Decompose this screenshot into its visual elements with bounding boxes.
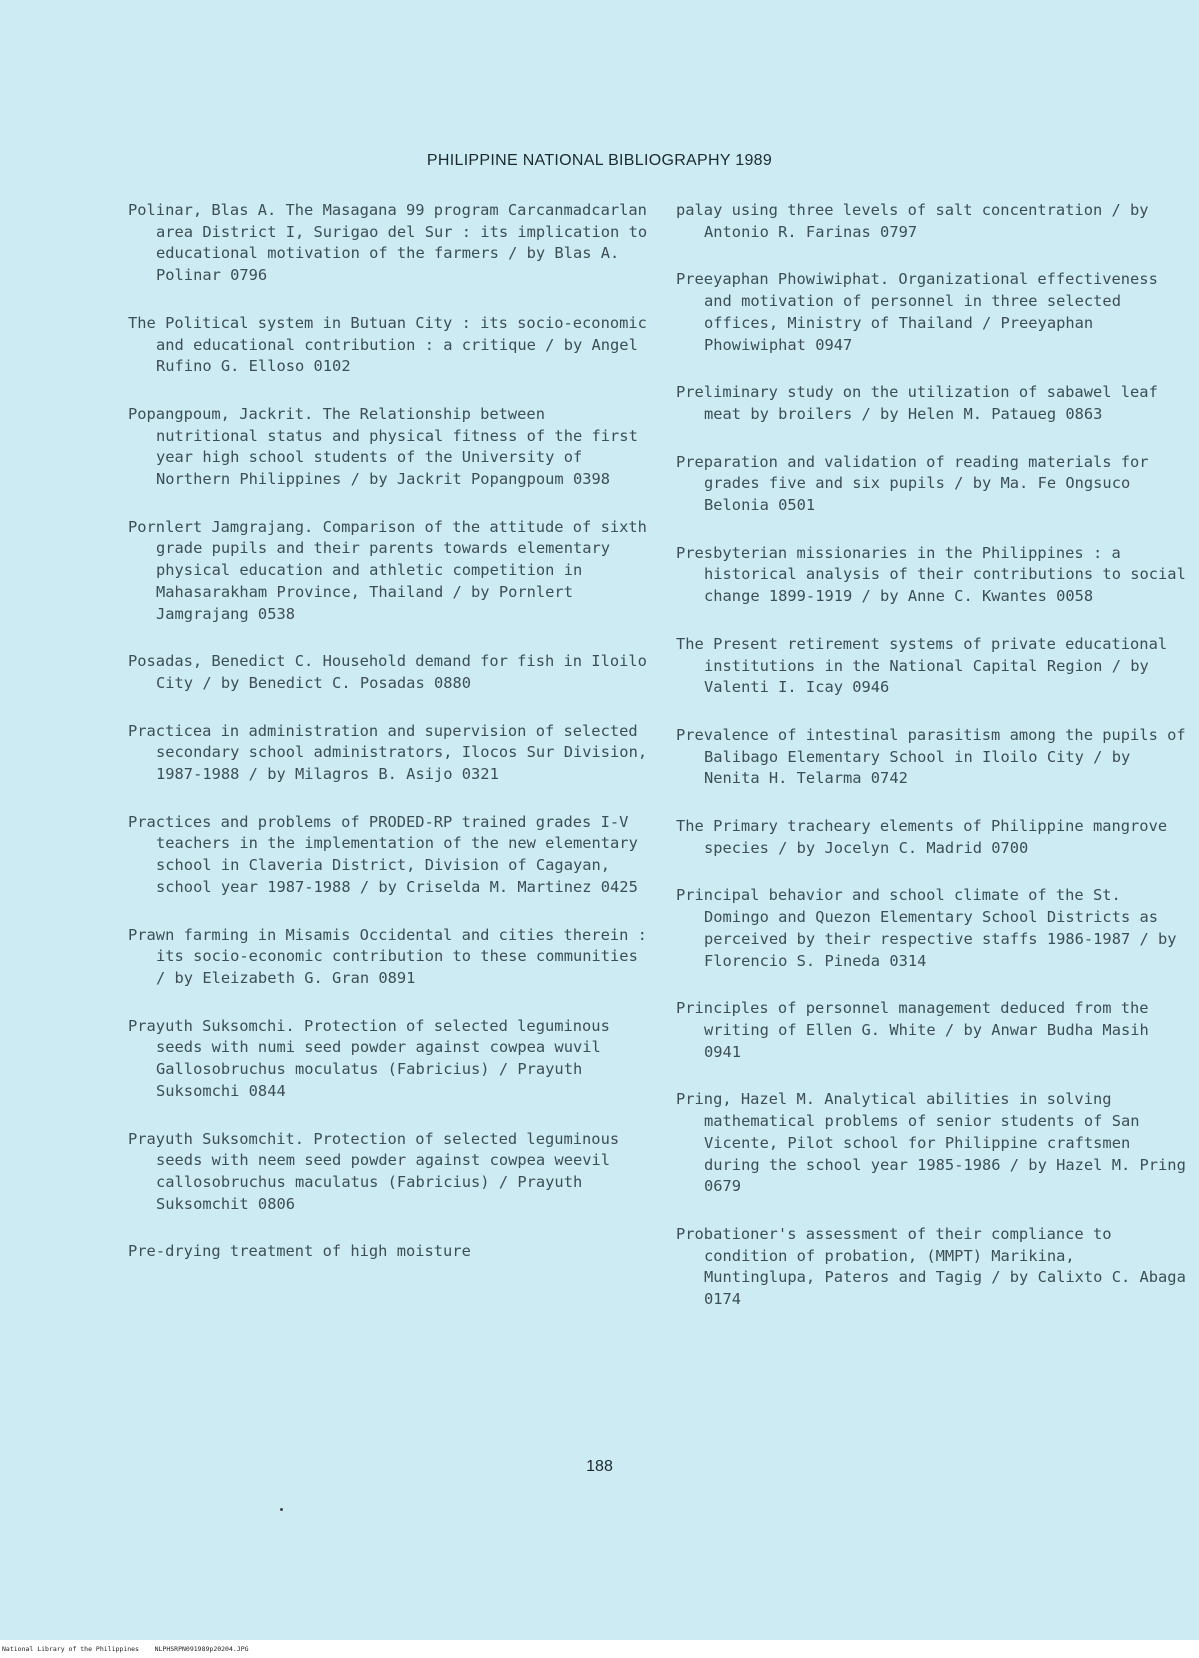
bibliography-entry: Practices and problems of PRODED-RP trained grades I-V teachers in the implementation of the new elementary school in Claveria District, Division of Cagayan, school year 1987-1988 / by Criselda M. Martinez 0425 (128, 812, 638, 896)
left-column (128, 200, 648, 1263)
bibliography-entry-continuation: palay using three levels of salt concentration / by Antonio R. Farinas 0797 (676, 201, 1149, 241)
bibliography-entry: Principal behavior and school climate of the St. Domingo and Quezon Elementary School Districts as perceived by their respective staffs 1986-1987 / by Florencio S. Pineda 0314 (676, 886, 1177, 970)
bibliography-entry: The Primary tracheary elements of Philippine mangrove species / by Jocelyn C. Madrid 0700 (676, 817, 1168, 857)
bibliography-entry: Preliminary study on the utilization of sabawel leaf meat by broilers / by Helen M. Pataueg 0863 (676, 383, 1158, 423)
page-number: 188 (586, 1458, 613, 1475)
bibliography-entry: Posadas, Benedict C. Household demand for fish in Iloilo City / by Benedict C. Posadas 0880 (128, 652, 647, 692)
bibliography-entry: Pring, Hazel M. Analytical abilities in solving mathematical problems of senior students of San Vicente, Pilot school for Philippine craftsmen during the school year 1985-1986 / by Hazel M. Pring 0679 (676, 1090, 1186, 1196)
page-header: PHILIPPINE NATIONAL BIBLIOGRAPHY 1989 (426, 152, 773, 169)
bibliography-entry: Practicea in administration and supervision of selected secondary school administrators, Ilocos Sur Division, 1987-1988 / by Milagros B. Asijo 0321 (128, 721, 648, 784)
bibliography-entry: The Political system in Butuan City : its socio-economic and educational contribution : a critique / by Angel Rufino G. Elloso 0102 (128, 313, 647, 376)
bibliography-entry: Presbyterian missionaries in the Philippines : a historical analysis of their contributions to social change 1899-1919 / by Anne C. Kwantes 0058 (676, 543, 1186, 606)
bibliography-entry: Pornlert Jamgrajang. Comparison of the attitude of sixth grade pupils and their parents towards elementary physical education and athletic competition in Mahasarakham Province, Thailand / by Pornlert Jamgrajang 0538 (128, 517, 647, 623)
bibliography-entry: Probationer's assessment of their compliance to condition of probation, (MMPT) Marikina, Muntinglupa, Pateros and Tagig / by Calixto C. Abaga 0174 (676, 1224, 1186, 1309)
bibliography-entry: Principles of personnel management deduced from the writing of Ellen G. White / by Anwar Budha Masih 0941 (676, 999, 1149, 1061)
scan-footer-text: National Library of the Philippines NLPHSRPN091989p20204.JPG (2, 1645, 249, 1653)
bibliography-entry: Prayuth Suksomchit. Protection of selected leguminous seeds with neem seed powder against cowpea weevil callosobruchus maculatus (Fabricius) / Prayuth Suksomchit 0806 (128, 1129, 620, 1213)
bibliography-entry: Prayuth Suksomchi. Protection of selected leguminous seeds with numi seed powder against cowpea wuvil Gallosobruchus moculatus (Fabricius) / Prayuth Suksomchi 0844 (128, 1016, 610, 1100)
bibliography-entry: Popangpoum, Jackrit. The Relationship between nutritional status and physical fitness of the first year high school students of the University of Northern Philippines / by Jackrit Popangpoum 0398 (128, 404, 638, 489)
bibliography-entry: Prawn farming in Misamis Occidental and cities therein : its socio-economic contribution to these communities / by Eleizabeth G. Gran 0891 (128, 925, 647, 987)
bibliography-entry: The Present retirement systems of private educational institutions in the National Capital Region / by Valenti I. Icay 0946 (676, 634, 1168, 697)
bibliography-entry: Preparation and validation of reading materials for grades five and six pupils / by Ma. Fe Ongsuco Belonia 0501 (676, 452, 1149, 515)
bibliography-entry: Prevalence of intestinal parasitism among the pupils of Balibago Elementary School in Iloilo City / by Nenita H. Telarma 0742 (676, 725, 1186, 788)
bibliography-entry: Preeyaphan Phowiwiphat. Organizational effectiveness and motivation of personnel in three selected offices, Ministry of Thailand / Preeyaphan Phowiwiphat 0947 (676, 270, 1158, 354)
scan-speck (280, 1508, 283, 1511)
bibliography-entry-continued: Pre-drying treatment of high moisture (128, 1242, 471, 1261)
bibliography-entry: Polinar, Blas A. The Masagana 99 program Carcanmadcarlan area District I, Surigao del Sur : its implication to educational motivation of the farmers / by Blas A. Polinar 0796 (128, 201, 648, 285)
right-column (676, 200, 1186, 1311)
